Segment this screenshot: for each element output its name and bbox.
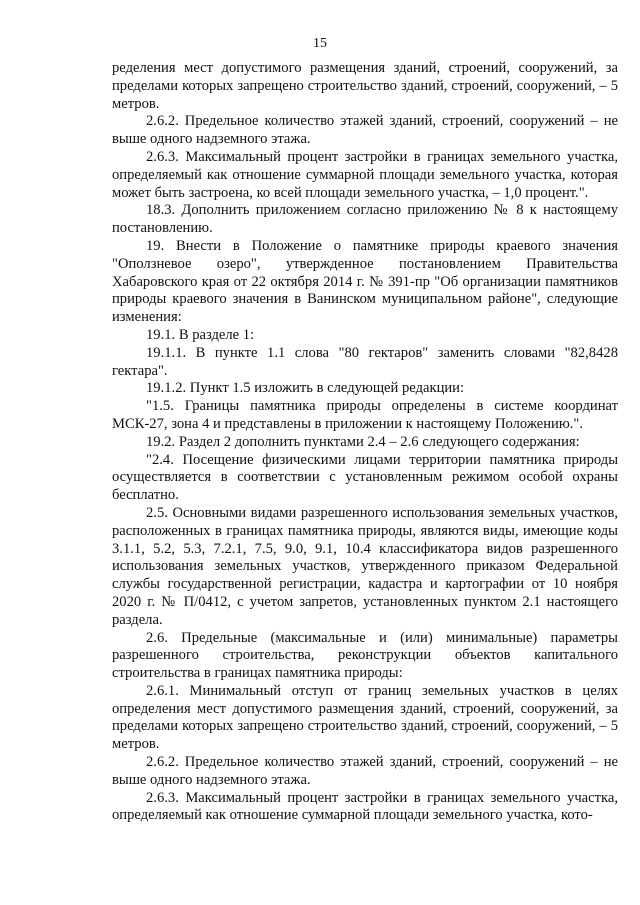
paragraph: "2.4. Посещение физическими лицами территории памятника природы осуществляется в соответствии с установленным режимом особой охраны бесплатно.: [112, 451, 618, 504]
paragraph: 2.6.2. Предельное количество этажей зданий, строений, сооружений – не выше одного надземного этажа.: [112, 113, 618, 148]
paragraph: 2.5. Основными видами разрешенного использования земельных участков, расположенных в границах памятника природы, являются виды, имеющие коды 3.1.1, 5.2, 5.3, 7.2.1, 7.5, 9.0, 9.1, 10.4 классификатора видов разрешенного использования земельных участков, утвержденного приказом Федеральной службы государственной регистрации, кадастра и картографии от 10 ноября 2020 г. № П/0412, с учетом запретов, установленных пунктом 2.1 настоящего раздела.: [112, 504, 618, 628]
paragraph: 19. Внести в Положение о памятнике природы краевого значения "Оползневое озеро", утвержденное постановлением Правительства Хабаровского края от 22 октября 2014 г. № 391-пр "Об организации памятников природы краевого значения в Ванинском муниципальном районе", следующие изменения:: [112, 237, 618, 326]
paragraph: 2.6.1. Минимальный отступ от границ земельных участков в целях определения мест допустимого размещения зданий, строений, сооружений, за пределами которых запрещено строительство зданий, строений, сооружений, – 5 метров.: [112, 682, 618, 753]
paragraph: 2.6. Предельные (максимальные и (или) минимальные) параметры разрешенного строительства, реконструкции объектов капитального строительства в границах памятника природы:: [112, 629, 618, 682]
paragraph: 2.6.2. Предельное количество этажей зданий, строений, сооружений – не выше одного надземного этажа.: [112, 754, 618, 788]
paragraph: 19.1. В разделе 1:: [146, 326, 255, 343]
paragraph: "1.5. Границы памятника природы определены в системе координат МСК-27, зона 4 и представлены в приложении к настоящему Положению.".: [112, 398, 618, 432]
paragraph: 19.1.1. В пункте 1.1 слова "80 гектаров" заменить словами "82,8428 гектара".: [112, 344, 618, 379]
paragraph: 19.2. Раздел 2 дополнить пунктами 2.4 – 2.6 следующего содержания:: [146, 433, 580, 450]
paragraph: 2.6.3. Максимальный процент застройки в границах земельного участка, определяемый как отношение суммарной площади земельного участка, кото-: [112, 789, 618, 824]
document-body: [112, 60, 618, 825]
paragraph: ределения мест допустимого размещения зданий, строений, сооружений, за пределами которых запрещено строительство зданий, строений, сооружений, – 5 метров.: [112, 60, 618, 112]
paragraph: 19.1.2. Пункт 1.5 изложить в следующей редакции:: [146, 380, 465, 397]
paragraph: 2.6.3. Максимальный процент застройки в границах земельного участка, определяемый как отношение суммарной площади земельного участка, которая может быть застроена, ко всей площади земельного участка, – 1,0 процент.".: [112, 148, 618, 201]
page-number: 15: [313, 36, 327, 51]
paragraph: 18.3. Дополнить приложением согласно приложению № 8 к настоящему постановлению.: [112, 202, 618, 237]
